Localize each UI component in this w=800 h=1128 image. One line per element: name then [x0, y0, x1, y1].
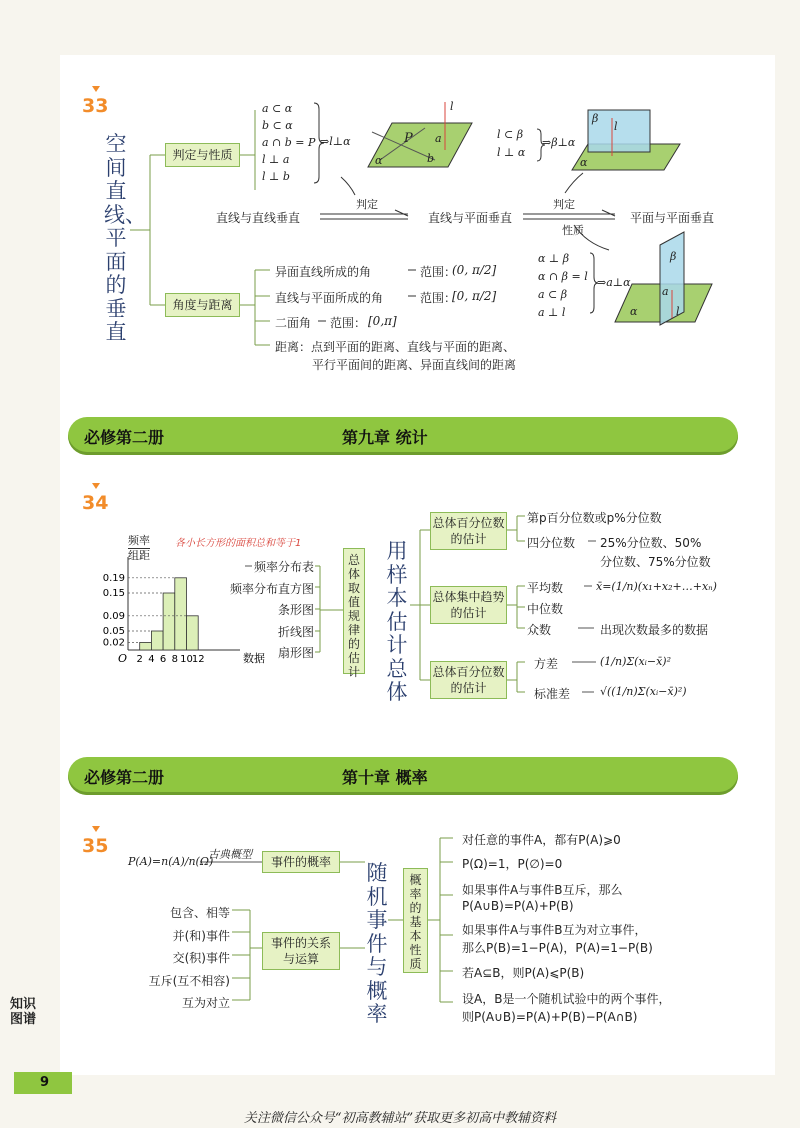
relation-item: 交(积)事件	[172, 951, 230, 965]
graph-list	[220, 557, 314, 665]
property-6a: 设A，B是一个随机试验中的两个事件，	[462, 992, 671, 1006]
condition-item: l ⊥ b	[262, 170, 290, 183]
y-tick-label: 0.09	[102, 610, 125, 622]
box-event-relations: 事件的关系与运算	[262, 932, 340, 970]
banner-book: 必修第二册	[84, 768, 165, 787]
section-number-35: 35	[82, 835, 109, 857]
chart-origin: O	[118, 652, 128, 665]
property-3a: 如果事件A与事件B互斥，那么	[462, 883, 623, 897]
chart-annotation: 各小长方形的面积总和等于1	[175, 538, 302, 549]
box-percentile-estimate-1: 总体百分位数的估计	[430, 512, 507, 550]
quartile-detail-1: 25%分位数、50%	[600, 536, 702, 550]
condition-item: a ⊥ l	[538, 306, 566, 319]
property-4a: 如果事件A与事件B互为对立事件，	[462, 923, 647, 937]
distance-line-2: 平行平面间的距离、异面直线间的距离	[312, 358, 517, 372]
condition-item: α ⊥ β	[538, 252, 570, 265]
section-number-34: 34	[82, 492, 109, 514]
section-marker-icon	[92, 826, 100, 832]
sidebar-label: 知识图谱	[9, 997, 36, 1027]
implication-right: ⇒a⊥α	[597, 276, 631, 289]
fig2-label-alpha: α	[580, 156, 588, 169]
condition-item: l ⊥ a	[262, 153, 290, 166]
flow-plane-plane: 平面与平面垂直	[630, 211, 715, 225]
flow-line-plane: 直线与平面垂直	[428, 211, 513, 225]
vbox-basic-properties: 概率的基本性质	[403, 868, 428, 973]
fig-label-alpha: α	[375, 154, 383, 167]
sd-item: 标准差	[534, 687, 571, 701]
property-3b: P(A∪B)=P(A)+P(B)	[462, 899, 574, 913]
quartile-item: 四分位数	[527, 536, 576, 550]
fig-label-a: a	[435, 132, 442, 145]
histogram-bar	[175, 578, 187, 650]
label-property: 性质	[562, 224, 584, 237]
section-title-35: 随机事件与概率	[366, 861, 388, 1027]
label-judge-1: 判定	[356, 198, 378, 211]
property-4b: 那么P(B)=1−P(A)，P(A)=1−P(B)	[462, 941, 653, 955]
banner-chapter: 第十章 概率	[342, 768, 428, 787]
property-2: P(Ω)=1，P(∅)=0	[462, 857, 563, 871]
range-label-2: 范围：	[420, 291, 457, 305]
fig-label-l: l	[450, 100, 454, 113]
range-label-1: 范围：	[420, 265, 457, 279]
chapter-banner-9	[68, 417, 738, 455]
sd-formula: √((1/n)Σ(xᵢ−x̄)²)	[600, 685, 687, 698]
range-value-3: [0,π]	[368, 314, 397, 328]
fig-label-P: P	[404, 131, 413, 146]
range-label-3: 范围：	[330, 316, 367, 330]
graph-item: 条形图	[277, 603, 314, 618]
section-marker-icon	[92, 483, 100, 489]
condition-list-left	[262, 100, 315, 185]
classical-label: 古典概型	[208, 848, 252, 861]
mean-formula: x̄=(1/n)(x₁+x₂+…+xₙ)	[596, 580, 717, 593]
histogram-bar	[187, 616, 199, 650]
condition-item: l ⊂ β	[497, 128, 524, 141]
condition-list-mid	[497, 126, 525, 162]
implication-mid: ⇒β⊥α	[542, 136, 576, 149]
condition-list-right	[538, 250, 588, 322]
y-tick-label: 0.05	[102, 626, 125, 637]
fig-label-b: b	[427, 152, 435, 165]
implication-left: ⇒l⊥α	[320, 135, 351, 148]
banner-chapter: 第九章 统计	[342, 428, 428, 447]
distance-line-1: 距离：点到平面的距离、直线与平面的距离、	[275, 340, 516, 354]
mean-item: 平均数	[527, 581, 564, 595]
angle-line-plane: 直线与平面所成的角	[275, 291, 384, 305]
x-tick-label: 2	[136, 654, 143, 665]
fig2-label-beta: β	[592, 112, 599, 125]
histogram-bar	[140, 642, 152, 650]
condition-item: b ⊂ α	[262, 119, 293, 132]
x-tick-label: 10	[180, 654, 193, 665]
x-tick-label: 12	[191, 654, 205, 665]
fig3-label-beta: β	[670, 250, 677, 263]
condition-item: a ∩ b = P	[262, 136, 316, 149]
median-item: 中位数	[527, 602, 564, 616]
chapter-banner-10	[68, 757, 738, 795]
banner-book: 必修第二册	[84, 428, 165, 447]
flow-line-line: 直线与直线垂直	[216, 211, 301, 225]
chart-xlabel: 数据	[243, 652, 265, 665]
y-tick-label: 0.15	[102, 588, 125, 599]
ylabel-bottom: 组距	[128, 549, 150, 562]
property-5: 若A⊆B，则P(A)⩽P(B)	[462, 966, 585, 980]
mode-item: 众数	[527, 623, 552, 637]
relation-item: 并(和)事件	[172, 928, 230, 943]
box-angle-distance: 角度与距离	[165, 293, 240, 317]
property-1: 对任意的事件A，都有P(A)⩾0	[462, 833, 621, 847]
section-title-33: 空间直线、平面的垂直	[104, 132, 146, 345]
variance-formula: (1/n)Σ(xᵢ−x̄)²	[600, 655, 671, 668]
classical-formula: P(A)=n(A)/n(Ω)	[128, 855, 214, 868]
box-central-tendency: 总体集中趋势的估计	[430, 586, 507, 624]
box-event-probability: 事件的概率	[262, 851, 340, 873]
relation-item: 包含、相等	[169, 906, 230, 920]
property-6b: 则P(A∪B)=P(A)+P(B)−P(A∩B)	[462, 1010, 638, 1024]
fig3-label-alpha: α	[630, 305, 638, 318]
y-tick-label: 0.19	[102, 572, 125, 584]
mode-definition: 出现次数最多的数据	[600, 623, 709, 637]
x-tick-label: 4	[148, 654, 155, 665]
y-tick-label: 0.02	[102, 637, 125, 649]
histogram-bar	[151, 631, 163, 650]
condition-item: a ⊂ β	[538, 288, 568, 301]
condition-item: α ∩ β = l	[538, 270, 588, 283]
relation-item: 互斥(互不相容)	[148, 973, 230, 988]
box-percentile-estimate-2: 总体百分位数的估计	[430, 661, 507, 699]
quartile-detail-2: 分位数、75%分位数	[600, 555, 711, 569]
angle-dihedral: 二面角	[275, 316, 312, 330]
percentile-item: 第p百分位数或p%分位数	[527, 511, 662, 525]
fig3-label-l: l	[676, 305, 680, 318]
angle-skew-lines: 异面直线所成的角	[275, 265, 372, 279]
x-tick-label: 6	[159, 654, 167, 665]
section-marker-icon	[92, 86, 100, 92]
range-value-1: (0, π/2]	[452, 263, 497, 277]
label-judge-2: 判定	[553, 198, 575, 211]
graph-item: 频率分布直方图	[229, 581, 314, 596]
x-tick-label: 8	[171, 654, 178, 665]
graph-item: 扇形图	[277, 646, 314, 661]
condition-item: a ⊂ α	[262, 102, 293, 115]
graph-item: 频率分布表	[253, 560, 314, 574]
page-number: 9	[40, 1075, 50, 1090]
fig2-label-l: l	[614, 120, 618, 133]
variance-item: 方差	[534, 657, 559, 671]
section-title-34: 用样本估计总体	[386, 539, 408, 705]
condition-item: l ⊥ α	[497, 146, 526, 159]
section-number-33: 33	[82, 95, 109, 117]
histogram-bar	[163, 593, 175, 650]
fig3-label-a: a	[662, 285, 669, 298]
page-number-bar	[14, 1072, 72, 1094]
ylabel-top: 频率	[128, 534, 150, 547]
relation-item: 互为对立	[181, 996, 230, 1010]
graph-item: 折线图	[277, 624, 314, 639]
range-value-2: [0, π/2]	[452, 289, 497, 303]
box-judge-property: 判定与性质	[165, 143, 240, 167]
relation-list	[120, 902, 230, 1015]
footer-note: 关注微信公众号“初高教辅站”获取更多初高中教辅资料	[243, 1111, 557, 1126]
vbox-distribution-estimate: 总体取值规律的估计	[343, 548, 365, 674]
